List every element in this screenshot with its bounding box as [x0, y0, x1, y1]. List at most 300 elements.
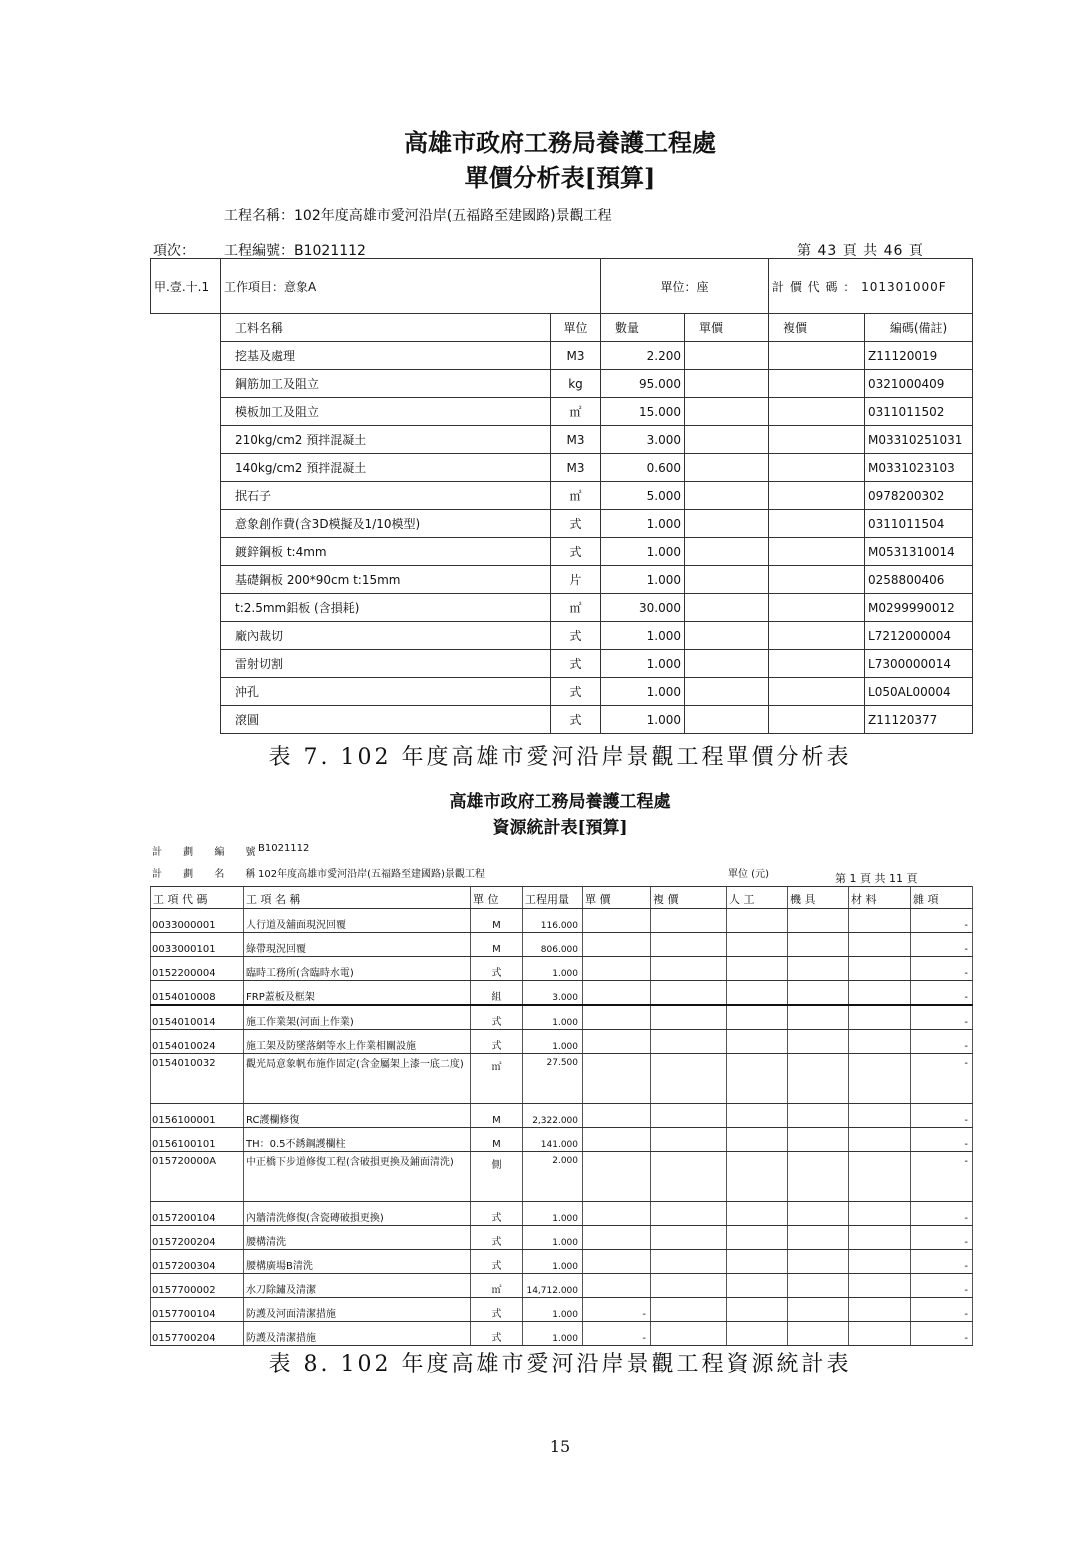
row-total-price: [651, 909, 727, 933]
row-unit-price: [583, 957, 651, 981]
row-material: [849, 933, 911, 957]
row-misc: -: [911, 933, 973, 957]
table-row: [151, 370, 973, 398]
row-unit-price: [583, 1054, 651, 1104]
row-quantity: 1.000: [601, 706, 685, 734]
row-code: L7300000014: [865, 650, 973, 678]
row-misc: -: [911, 1322, 973, 1346]
row-total-price: [651, 1250, 727, 1274]
row-quantity: 15.000: [601, 398, 685, 426]
row-total-price: [651, 1322, 727, 1346]
row-misc: -: [911, 1030, 973, 1054]
row-quantity: 1.000: [523, 1322, 583, 1346]
row-total: [769, 398, 865, 426]
row-misc: -: [911, 1226, 973, 1250]
row-spacer: [151, 482, 221, 510]
row-total-price: [651, 1128, 727, 1152]
row-labor: [727, 1128, 788, 1152]
col-material: 材 料: [849, 887, 911, 909]
row-total: [769, 650, 865, 678]
row-labor: [727, 1152, 788, 1202]
row-code: L050AL00004: [865, 678, 973, 706]
doc2-page-info: 第 1 頁 共 11 頁: [835, 872, 918, 885]
table7-caption: 表 7. 102 年度高雄市愛河沿岸景觀工程單價分析表: [268, 745, 852, 770]
row-quantity: 2.200: [601, 342, 685, 370]
col-unit-price: 單價: [685, 314, 769, 342]
row-item-name: RC護欄修復: [244, 1104, 471, 1128]
row-machine: [788, 909, 849, 933]
row-machine: [788, 1202, 849, 1226]
row-unit-price: [583, 1152, 651, 1202]
row-item-code: 0154010024: [151, 1030, 244, 1054]
table-row: [151, 1152, 973, 1202]
unit-label: 單位：座: [601, 259, 769, 314]
row-misc: -: [911, 1274, 973, 1298]
row-quantity: 1.000: [523, 1005, 583, 1030]
row-misc: -: [911, 1152, 973, 1202]
row-material-name: 鍍鋅鋼板 t:4mm: [221, 538, 551, 566]
row-quantity: 1.000: [601, 538, 685, 566]
table-row: [151, 566, 973, 594]
row-misc: -: [911, 1054, 973, 1104]
row-material-name: 140kg/cm2 預拌混凝土: [221, 454, 551, 482]
row-labor: [727, 1250, 788, 1274]
row-unit-price: [583, 1274, 651, 1298]
row-material: [849, 909, 911, 933]
row-labor: [727, 1054, 788, 1104]
table-row: [151, 426, 973, 454]
row-unit: 式: [471, 1250, 523, 1274]
table-row: [151, 1202, 973, 1226]
row-total-price: [651, 1202, 727, 1226]
row-misc: -: [911, 1005, 973, 1030]
row-item-name: 施工架及防墜落網等水上作業相關設施: [244, 1030, 471, 1054]
table-row: [151, 1030, 973, 1054]
row-quantity: 95.000: [601, 370, 685, 398]
row-item-code: 0156100101: [151, 1128, 244, 1152]
row-machine: [788, 1322, 849, 1346]
row-material: [849, 1202, 911, 1226]
row-misc: -: [911, 1104, 973, 1128]
row-quantity: 0.600: [601, 454, 685, 482]
col-total-price: 複 價: [651, 887, 727, 909]
row-material: [849, 981, 911, 1006]
row-unit-price: [685, 594, 769, 622]
row-material-name: 210kg/cm2 預拌混凝土: [221, 426, 551, 454]
table-row: [151, 538, 973, 566]
row-machine: [788, 1274, 849, 1298]
row-code: M0331023103: [865, 454, 973, 482]
row-spacer: [151, 454, 221, 482]
row-unit: M3: [551, 426, 601, 454]
row-unit-price: [685, 566, 769, 594]
row-total: [769, 370, 865, 398]
table-row: [151, 909, 973, 933]
row-labor: [727, 1298, 788, 1322]
row-material: [849, 1322, 911, 1346]
table-row: [151, 1104, 973, 1128]
row-material: [849, 1226, 911, 1250]
row-material-name: 意象創作費(含3D模擬及1/10模型): [221, 510, 551, 538]
row-spacer: [151, 678, 221, 706]
col-unit-price: 單 價: [583, 887, 651, 909]
row-material: [849, 957, 911, 981]
row-code: 0321000409: [865, 370, 973, 398]
row-item-name: 綠帶現況回覆: [244, 933, 471, 957]
row-unit: 側: [471, 1152, 523, 1202]
table-row: [151, 981, 973, 1006]
row-item-code: 0157200204: [151, 1226, 244, 1250]
table-row: [151, 1128, 973, 1152]
row-unit: kg: [551, 370, 601, 398]
row-labor: [727, 933, 788, 957]
row-material-name: 廠內裁切: [221, 622, 551, 650]
row-code: 0978200302: [865, 482, 973, 510]
col-item-name: 工 項 名 稱: [244, 887, 471, 909]
row-quantity: 3.000: [601, 426, 685, 454]
row-material: [849, 1128, 911, 1152]
row-unit: M: [471, 909, 523, 933]
row-item-code: 015720000A: [151, 1152, 244, 1202]
table-row: [151, 510, 973, 538]
row-quantity: 14,712.000: [523, 1274, 583, 1298]
table-row: [151, 1298, 973, 1322]
doc2-title-line2: 資源統計表[預算]: [492, 818, 628, 838]
row-total-price: [651, 957, 727, 981]
row-unit-price: [685, 650, 769, 678]
row-total: [769, 510, 865, 538]
row-material: [849, 1104, 911, 1128]
price-code: 計 價 代 碼 ： 101301000F: [769, 259, 973, 314]
row-unit-price: [685, 678, 769, 706]
row-unit-price: [685, 370, 769, 398]
row-unit-price: [583, 1128, 651, 1152]
row-code: Z11120377: [865, 706, 973, 734]
table-row: [151, 342, 973, 370]
row-code: Z11120019: [865, 342, 973, 370]
row-total: [769, 426, 865, 454]
row-material: [849, 1298, 911, 1322]
row-unit: ㎡: [551, 398, 601, 426]
table-row: [151, 398, 973, 426]
row-unit-price: [583, 1030, 651, 1054]
row-unit-price: [583, 1250, 651, 1274]
row-code: L7212000004: [865, 622, 973, 650]
row-unit-price: [583, 1104, 651, 1128]
doc1-project-name: 工程名稱：102年度高雄市愛河沿岸(五福路至建國路)景觀工程: [224, 208, 612, 224]
doc2-unit: 單位 (元): [728, 869, 769, 880]
row-unit: 式: [551, 650, 601, 678]
row-spacer: [151, 510, 221, 538]
row-labor: [727, 1005, 788, 1030]
row-item-code: 0152200004: [151, 957, 244, 981]
row-total-price: [651, 933, 727, 957]
table-row: [151, 957, 973, 981]
row-labor: [727, 909, 788, 933]
row-unit: 組: [471, 981, 523, 1006]
row-material-name: 沖孔: [221, 678, 551, 706]
col-qty: 數量: [601, 314, 685, 342]
row-total-price: [651, 1030, 727, 1054]
row-labor: [727, 1104, 788, 1128]
row-unit-price: [583, 933, 651, 957]
row-total: [769, 538, 865, 566]
row-unit-price: [583, 1202, 651, 1226]
col-misc: 雜 項: [911, 887, 973, 909]
row-spacer: [151, 622, 221, 650]
row-material-name: 模板加工及阻立: [221, 398, 551, 426]
row-unit: 式: [471, 1226, 523, 1250]
row-quantity: 1.000: [601, 650, 685, 678]
row-spacer: [151, 538, 221, 566]
row-unit-price: [685, 426, 769, 454]
row-total: [769, 342, 865, 370]
row-item-name: FRP蓋板及框架: [244, 981, 471, 1006]
row-misc: -: [911, 981, 973, 1006]
row-material: [849, 1250, 911, 1274]
doc1-item-label: 項次：: [153, 243, 195, 259]
row-unit-price: [583, 1226, 651, 1250]
row-machine: [788, 957, 849, 981]
table-row: [151, 1054, 973, 1104]
row-item-name: 施工作業架(河面上作業): [244, 1005, 471, 1030]
row-quantity: 1.000: [523, 1202, 583, 1226]
row-machine: [788, 981, 849, 1006]
row-unit-price: [685, 622, 769, 650]
table-header-info: [151, 259, 973, 314]
row-quantity: 806.000: [523, 933, 583, 957]
row-total-price: [651, 1274, 727, 1298]
row-item-name: 人行道及舖面現況回覆: [244, 909, 471, 933]
table-row: [151, 594, 973, 622]
row-unit-price: [685, 342, 769, 370]
row-total-price: [651, 1226, 727, 1250]
row-item-name: 中正橋下步道修復工程(含破損更換及鋪面清洗): [244, 1152, 471, 1202]
row-unit: 式: [551, 538, 601, 566]
row-spacer: [151, 594, 221, 622]
row-labor: [727, 981, 788, 1006]
row-machine: [788, 1104, 849, 1128]
row-code: M0299990012: [865, 594, 973, 622]
row-misc: -: [911, 1202, 973, 1226]
row-machine: [788, 1005, 849, 1030]
col-quantity: 工程用量: [523, 887, 583, 909]
row-machine: [788, 1298, 849, 1322]
row-total: [769, 594, 865, 622]
row-unit: ㎡: [471, 1274, 523, 1298]
row-unit-price: [685, 454, 769, 482]
row-unit-price: [685, 510, 769, 538]
row-item-code: 0156100001: [151, 1104, 244, 1128]
row-unit-price: [685, 538, 769, 566]
row-unit: 式: [551, 706, 601, 734]
row-total: [769, 454, 865, 482]
row-quantity: 2,322.000: [523, 1104, 583, 1128]
row-unit-price: [583, 909, 651, 933]
col-unit: 單 位: [471, 887, 523, 909]
row-machine: [788, 1128, 849, 1152]
row-unit: ㎡: [471, 1054, 523, 1104]
row-machine: [788, 933, 849, 957]
row-unit: 片: [551, 566, 601, 594]
row-unit: 式: [551, 678, 601, 706]
row-item-code: 0157700104: [151, 1298, 244, 1322]
row-spacer: [151, 650, 221, 678]
row-unit: M3: [551, 454, 601, 482]
table-row: [151, 622, 973, 650]
doc1-project-code: 工程編號：B1021112: [224, 243, 366, 259]
table-row: [151, 1226, 973, 1250]
row-material: [849, 1054, 911, 1104]
row-unit-price: [685, 482, 769, 510]
row-unit: 式: [551, 510, 601, 538]
row-material-name: 雷射切割: [221, 650, 551, 678]
row-unit-price: -: [583, 1322, 651, 1346]
row-unit: M3: [551, 342, 601, 370]
row-item-name: 腰構清洗: [244, 1226, 471, 1250]
row-total: [769, 566, 865, 594]
doc1-title-line2: 單價分析表[預算]: [464, 163, 656, 192]
row-item-code: 0157700002: [151, 1274, 244, 1298]
item-number: 甲.壹.十.1: [151, 259, 221, 314]
row-material: [849, 1005, 911, 1030]
col-labor: 人 工: [727, 887, 788, 909]
row-unit-price: -: [583, 1298, 651, 1322]
doc1-title-line1: 高雄市政府工務局養護工程處: [404, 128, 716, 157]
doc1-page-info: 第 43 頁 共 46 頁: [797, 243, 924, 259]
row-misc: -: [911, 1298, 973, 1322]
row-unit: M: [471, 1104, 523, 1128]
row-material: [849, 1030, 911, 1054]
resource-statistics-table: [150, 886, 973, 1346]
doc2-title-line1: 高雄市政府工務局養護工程處: [449, 792, 671, 812]
row-unit: ㎡: [551, 594, 601, 622]
plan-code: B1021112: [258, 843, 310, 854]
page-number: 15: [549, 1437, 571, 1456]
col-name: 工料名稱: [221, 314, 551, 342]
row-material-name: 滾圓: [221, 706, 551, 734]
row-machine: [788, 1054, 849, 1104]
row-misc: -: [911, 957, 973, 981]
row-unit: 式: [551, 622, 601, 650]
row-misc: -: [911, 1128, 973, 1152]
row-material-name: t:2.5mm鋁板 (含損耗): [221, 594, 551, 622]
row-labor: [727, 1226, 788, 1250]
row-unit: ㎡: [551, 482, 601, 510]
col-code: 編碼(備註): [865, 314, 973, 342]
table-row: [151, 1274, 973, 1298]
plan-code-label: 計 劃 編 號: [152, 847, 265, 858]
row-material: [849, 1152, 911, 1202]
row-quantity: 3.000: [523, 981, 583, 1006]
row-quantity: 1.000: [601, 510, 685, 538]
row-code: 0311011502: [865, 398, 973, 426]
row-quantity: 1.000: [523, 1250, 583, 1274]
row-machine: [788, 1250, 849, 1274]
row-material: [849, 1274, 911, 1298]
table-row: [151, 706, 973, 734]
row-material-name: 鋼筋加工及阻立: [221, 370, 551, 398]
row-item-code: 0157200104: [151, 1202, 244, 1226]
row-labor: [727, 1202, 788, 1226]
row-item-name: TH：0.5不銹鋼護欄柱: [244, 1128, 471, 1152]
row-item-code: 0154010008: [151, 981, 244, 1006]
row-machine: [788, 1152, 849, 1202]
row-code: 0311011504: [865, 510, 973, 538]
row-material-name: 挖基及處理: [221, 342, 551, 370]
row-unit-price: [685, 706, 769, 734]
table-row: [151, 650, 973, 678]
row-unit: 式: [471, 1030, 523, 1054]
row-item-name: 內牆清洗修復(含瓷磚破損更換): [244, 1202, 471, 1226]
row-unit: 式: [471, 1202, 523, 1226]
table-row: [151, 482, 973, 510]
row-unit: 式: [471, 1322, 523, 1346]
col-machine: 機 具: [788, 887, 849, 909]
row-unit: 式: [471, 1298, 523, 1322]
row-item-name: 水刀除鏽及清潔: [244, 1274, 471, 1298]
row-quantity: 1.000: [601, 678, 685, 706]
column-header-row: [151, 314, 973, 342]
row-misc: -: [911, 909, 973, 933]
row-item-code: 0157200304: [151, 1250, 244, 1274]
table8-caption: 表 8. 102 年度高雄市愛河沿岸景觀工程資源統計表: [268, 1352, 852, 1377]
resource-header-row: [151, 887, 973, 909]
row-total: [769, 678, 865, 706]
row-quantity: 5.000: [601, 482, 685, 510]
col-total: 複價: [769, 314, 865, 342]
row-item-name: 防護及清潔措施: [244, 1322, 471, 1346]
row-quantity: 1.000: [523, 957, 583, 981]
row-quantity: 1.000: [601, 566, 685, 594]
row-code: M03310251031: [865, 426, 973, 454]
row-code: 0258800406: [865, 566, 973, 594]
row-labor: [727, 957, 788, 981]
row-quantity: 27.500: [523, 1054, 583, 1104]
table-row: [151, 678, 973, 706]
row-total: [769, 706, 865, 734]
row-total-price: [651, 1298, 727, 1322]
row-spacer: [151, 706, 221, 734]
row-unit-price: [583, 1005, 651, 1030]
row-total-price: [651, 981, 727, 1006]
row-item-code: 0033000101: [151, 933, 244, 957]
row-item-name: 臨時工務所(含臨時水電): [244, 957, 471, 981]
row-labor: [727, 1274, 788, 1298]
row-spacer: [151, 426, 221, 454]
row-quantity: 2.000: [523, 1152, 583, 1202]
row-unit-price: [685, 398, 769, 426]
row-machine: [788, 1226, 849, 1250]
row-misc: -: [911, 1250, 973, 1274]
row-spacer: [151, 370, 221, 398]
row-total-price: [651, 1152, 727, 1202]
row-labor: [727, 1030, 788, 1054]
row-unit: 式: [471, 957, 523, 981]
row-material-name: 抿石子: [221, 482, 551, 510]
table-row: [151, 1005, 973, 1030]
row-labor: [727, 1322, 788, 1346]
row-quantity: 1.000: [523, 1298, 583, 1322]
plan-name-label: 計 劃 名 稱: [152, 869, 265, 880]
table-row: [151, 1322, 973, 1346]
row-unit: M: [471, 933, 523, 957]
row-item-code: 0154010032: [151, 1054, 244, 1104]
row-total-price: [651, 1054, 727, 1104]
table-row: [151, 454, 973, 482]
row-spacer: [151, 342, 221, 370]
row-quantity: 116.000: [523, 909, 583, 933]
